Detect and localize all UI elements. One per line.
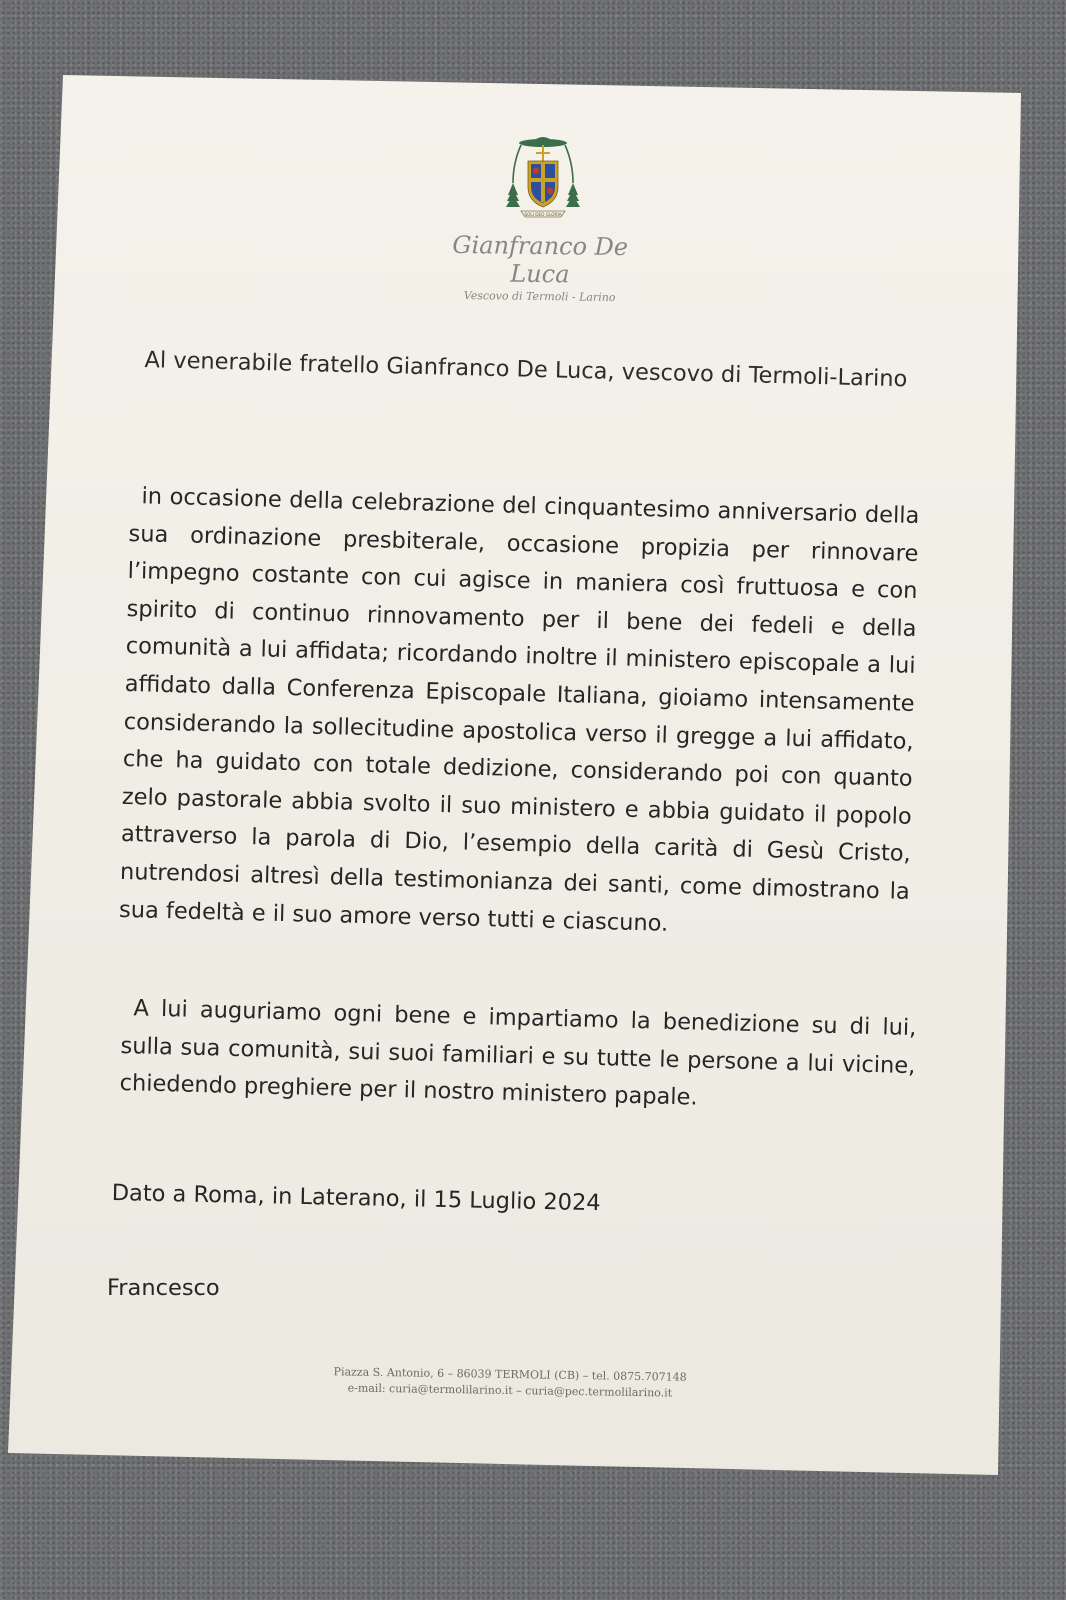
crest-motto: SOLI DEO GLORIA [524, 212, 562, 217]
letter-salutation: Al venerabile fratello Gianfranco De Luca, vescovo di Termoli-Larino [144, 346, 908, 393]
footer-email: e-mail: curia@termolilarino.it – curia@pec.termolilarino.it [347, 1381, 673, 1400]
letter-date-line: Dato a Roma, in Laterano, il 15 Luglio 2024 [111, 1180, 601, 1217]
letterhead [420, 231, 661, 305]
letter-signature: Francesco [107, 1275, 220, 1301]
sender-name: Gianfranco De Luca [452, 230, 629, 289]
letter-footer [300, 1364, 720, 1403]
letter-body: in occasione della celebrazione del cinquantesimo anniversario della sua ordinazione presbiterale, occasione propizia per rinnovare l’impegno costante con cui agisce in maniera così fruttuosa e con spirito di continuo rinnovamento per il bene dei fedeli e della comunità a lui affidata; ricordando inoltre il ministero episcopale a lui affidato dalla Conferenza Episcopale Italiana, gioiamo intensamente considerando la sollecitudine apostolica verso il gregge a lui affidato, che ha guidato con totale dedizione, considerando poi con quanto zelo pastorale abbia svolto il suo ministero e abbia guidato il popolo attraverso la parola di Dio, l’esempio della carità di Gesù Cristo, nutrendosi altresì della testimonianza dei santi, come dimostrano la sua fedeltà e il suo amore verso tutti e ciascuno. [118, 483, 920, 937]
sender-title: Vescovo di Termoli - Larino [463, 289, 616, 304]
footer-address: Piazza S. Antonio, 6 – 86039 TERMOLI (CB) – tel. 0875.707148 [333, 1365, 687, 1384]
letter-closing: A lui auguriamo ogni bene e impartiamo la benedizione su di lui, sulla sua comunità, sui suoi familiari e su tutte le persone a lui vicine, chiedendo preghiere per il nostro ministero papale. [119, 995, 917, 1111]
episcopal-coat-of-arms [503, 133, 583, 225]
